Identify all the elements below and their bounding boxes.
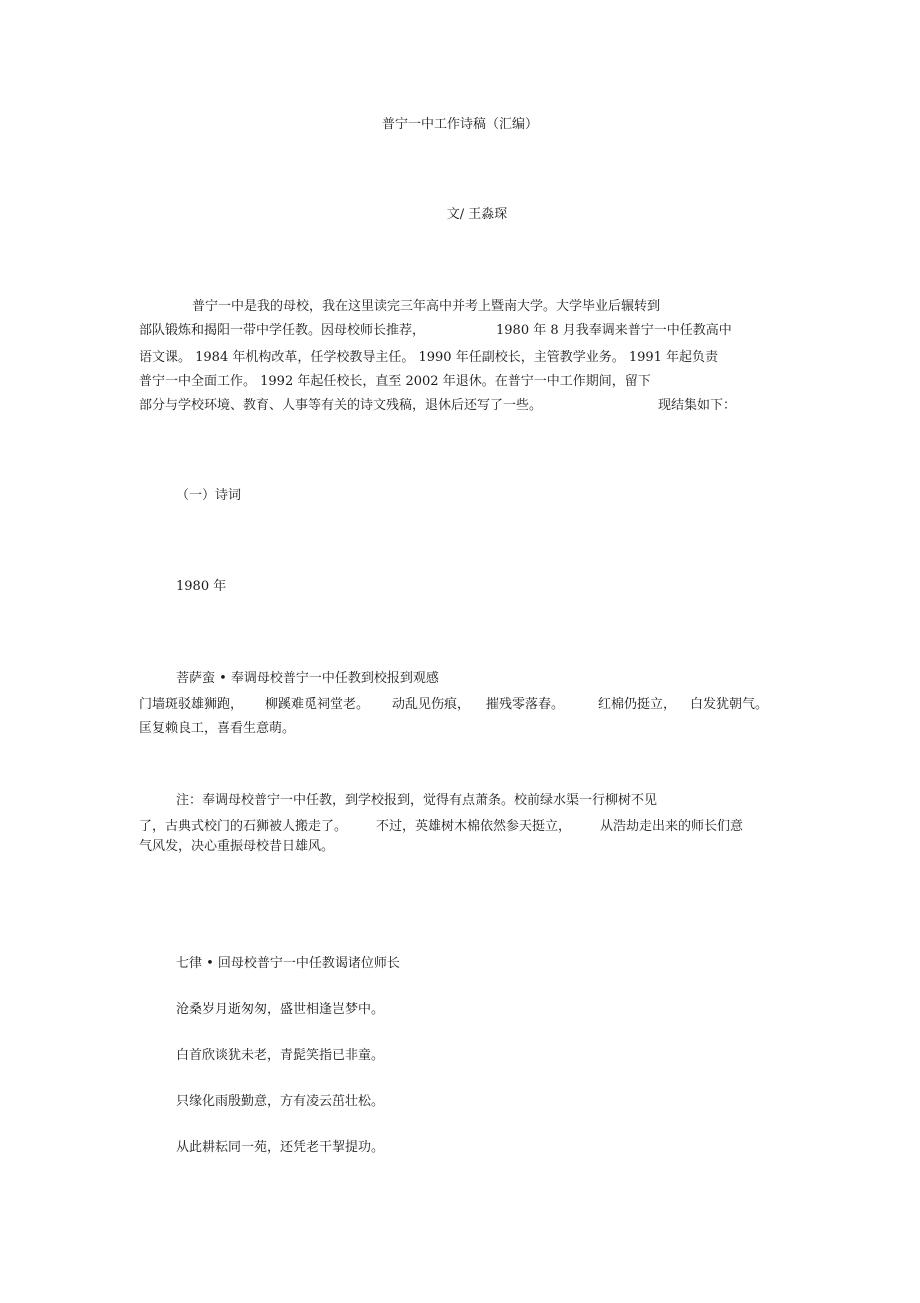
poem1-line-1c: 动乱见伤痕， — [392, 697, 471, 712]
poem2-line-3: 只缘化雨殷勤意，方有凌云茁壮松。 — [176, 1094, 385, 1109]
year-heading: 1980 年 — [176, 579, 227, 594]
poem1-line-1e: 红棉仍挺立， — [598, 697, 677, 712]
poem2-title: 七律 • 回母校普宁一中任教谒诸位师长 — [176, 956, 400, 971]
document-title: 普宁一中工作诗稿（汇编） — [381, 117, 538, 132]
note1-line-3: 气风发，决心重振母校昔日雄风。 — [139, 839, 335, 854]
note1-line-2b: 不过，英雄树木棉依然参天挺立， — [376, 819, 572, 834]
intro-line-2a: 部队锻炼和揭阳一带中学任教。因母校师长推荐， — [139, 323, 426, 338]
note1-line-2c: 从浩劫走出来的师长们意 — [600, 819, 744, 834]
poem1-line-1a: 门墙斑驳雄狮跑， — [139, 697, 244, 712]
poem2-line-1: 沧桑岁月逝匆匆，盛世相逢岂梦中。 — [176, 1002, 385, 1017]
poem1-line-1b: 柳蹊难觅祠堂老。 — [265, 697, 370, 712]
poem1-line-2: 匡复赖良工，喜看生意萌。 — [139, 721, 296, 736]
poem2-line-2: 白首欣谈犹未老，青髭笑指已非童。 — [176, 1048, 385, 1063]
intro-line-3: 语文课。 1984 年机构改革，任学校教导主任。 1990 年任副校长，主管教学业务。 1991 年起负责 — [139, 350, 719, 365]
intro-line-4: 普宁一中全面工作。 1992 年起任校长，直至 2002 年退休。在普宁一中工作期间，留下 — [139, 374, 651, 389]
poem2-line-4: 从此耕耘同一苑，还凭老干挈提功。 — [176, 1140, 385, 1155]
poem1-title: 菩萨蛮 • 奉调母校普宁一中任教到校报到观感 — [176, 671, 439, 686]
poem1-line-1d: 摧残零落春。 — [486, 697, 565, 712]
note1-line-1: 注：奉调母校普宁一中任教，到学校报到，觉得有点萧条。校前绿水渠一行柳树不见 — [176, 793, 658, 808]
poem1-line-1f: 白发犹朝气。 — [690, 697, 769, 712]
section-heading: （一）诗词 — [176, 488, 242, 503]
intro-line-5b: 现结集如下： — [658, 398, 737, 413]
intro-line-2b: 1980 年 8 月我奉调来普宁一中任教高中 — [496, 323, 732, 338]
note1-line-2a: 了，古典式校门的石狮被人搬走了。 — [139, 819, 348, 834]
intro-line-5a: 部分与学校环境、教育、人事等有关的诗文残稿，退休后还写了一些。 — [139, 398, 543, 413]
intro-line-1: 普宁一中是我的母校，我在这里读完三年高中并考上暨南大学。大学毕业后辗转到 — [192, 299, 661, 314]
author-line: 文/ 王淼琛 — [446, 207, 508, 222]
